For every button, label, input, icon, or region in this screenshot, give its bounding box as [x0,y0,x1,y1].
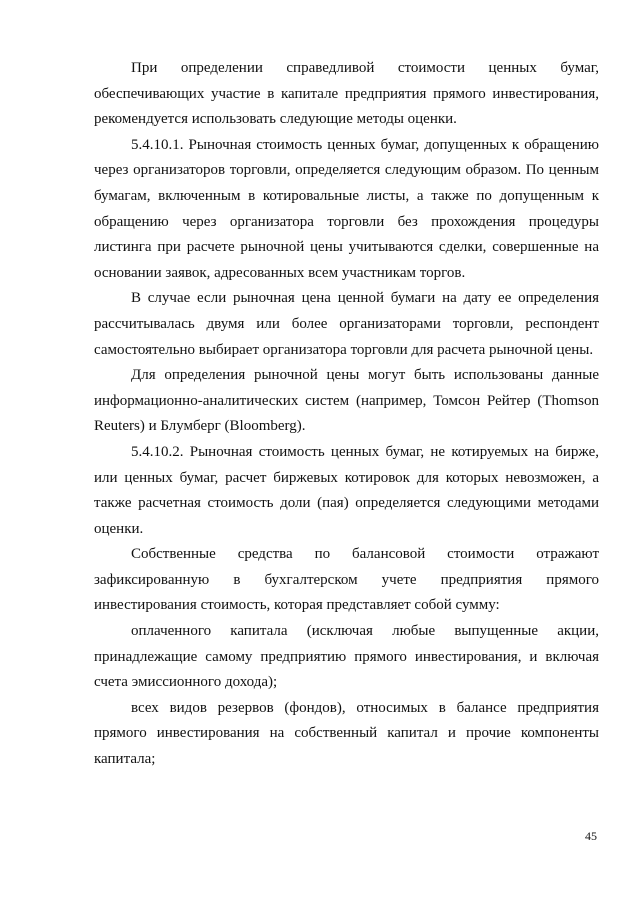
paragraph-1: При определении справедливой стоимости ценных бумаг, обеспечивающих участие в капитале предприятия прямого инвестирования, рекомендуется использовать следующие методы оценки. [94,60,599,128]
body-text [94,56,599,773]
paragraph-2: 5.4.10.1. Рыночная стоимость ценных бумаг, допущенных к обращению через организаторов торговли, определяется следующим образом. По ценным бумагам, включенным в котировальные листы, а также по допущенным к обращению через организатора торговли без прохождения процедуры листинга при расчете рыночной цены учитываются сделки, совершенные на основании заявок, адресованных всем участникам торгов. [94,136,599,281]
paragraph-4: Для определения рыночной цены могут быть использованы данные информационно-аналитических систем (например, Томсон Рейтер (Thomson Reuters) и Блумберг (Bloomberg). [94,367,599,435]
paragraph-5: 5.4.10.2. Рыночная стоимость ценных бумаг, не котируемых на бирже, или ценных бумаг, расчет биржевых котировок для которых невозможен, а также расчетная стоимость доли (пая) определяется следующими методами оценки. [94,443,599,537]
paragraph-3: В случае если рыночная цена ценной бумаги на дату ее определения рассчитывалась двумя или более организаторами торговли, респондент самостоятельно выбирает организатора торговли для расчета рыночной цены. [94,290,599,358]
paragraph-7: оплаченного капитала (исключая любые выпущенные акции, принадлежащие самому предприятию прямого инвестирования, и включая счета эмиссионного дохода); [94,623,599,691]
page-number: 45 [585,829,597,843]
paragraph-6: Собственные средства по балансовой стоимости отражают зафиксированную в бухгалтерском учете предприятия прямого инвестирования стоимость, которая представляет собой сумму: [94,546,599,614]
paragraph-8: всех видов резервов (фондов), относимых в балансе предприятия прямого инвестирования на собственный капитал и прочие компоненты капитала; [94,699,599,768]
